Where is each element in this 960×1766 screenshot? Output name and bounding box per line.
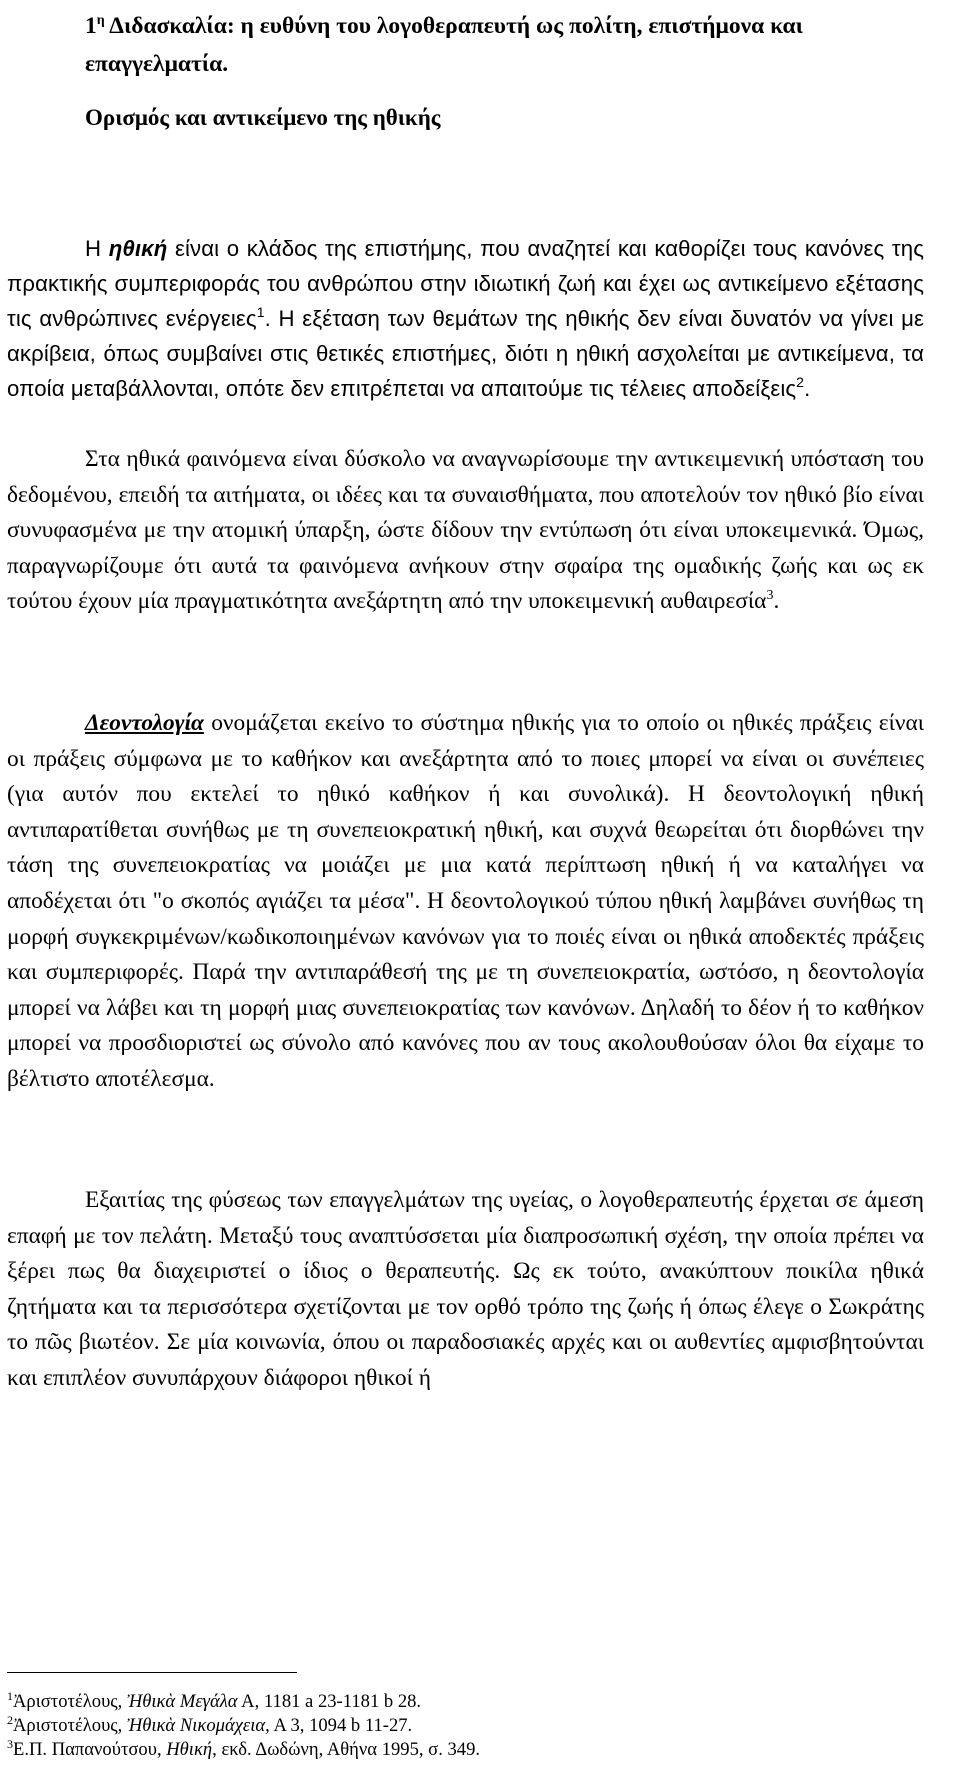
- lesson-heading: [85, 2, 935, 83]
- paragraph-deontology: [7, 706, 924, 1098]
- paragraph-speech-therapist: [7, 1183, 924, 1397]
- footnote-author: Ἀριστοτέλους,: [13, 1715, 127, 1736]
- footnote-ref-2: 2: [796, 374, 805, 390]
- paragraph-text: Στα ηθικά φαινόμενα είναι δύσκολο να αναγνωρίσουμε την αντικειμενική υπόσταση του δεδομένου, επειδή τα αιτήματα, οι ιδέες και τα συναισθήματα, που αποτελούν τον ηθικό βίο είναι συνυφασμένα με την ατομική ύπαρξη, ώστε δίδουν την εντύπωση ότι είναι υποκειμενικά. Όμως, παραγνωρίζουμε ότι αυτά τα φαινόμενα ανήκουν στην σφαίρα της ομαδικής ζωής και ως εκ τούτου έχουν μία πραγματικότητα ανεξάρτητη από την υποκειμενική αυθαιρεσία: [7, 446, 924, 615]
- footnote-number: 2: [7, 1713, 13, 1727]
- footnote-reference: Α, 1181 a 23-1181 b 28.: [237, 1691, 422, 1712]
- footnote-reference: , Α 3, 1094 b 11-27.: [265, 1715, 413, 1736]
- paragraph-text: είναι ο κλάδος της επιστήμης, που αναζητεί και καθορίζει τους κανόνες της πρακτικής συμπεριφοράς του ανθρώπου στην ιδιωτική ζωή και έχει ως αντικείμενο εξέτασης τις ανθρώπινες ενέργειες: [7, 236, 924, 331]
- paragraph-text: .: [804, 376, 811, 401]
- paragraph-ethics-definition: [7, 231, 924, 406]
- footnote-2: [7, 1714, 927, 1738]
- footnote-reference: , εκδ. Δωδώνη, Αθήνα 1995, σ. 349.: [212, 1739, 481, 1760]
- footnote-number: 1: [7, 1689, 13, 1703]
- lesson-title: Διδασκαλία: η ευθύνη του λογοθεραπευτή ως πολίτη, επιστήμονα και επαγγελματία.: [85, 13, 803, 77]
- footnote-1: [7, 1690, 927, 1714]
- footnote-author: Ε.Π. Παπανούτσου,: [13, 1739, 167, 1760]
- footnote-ref-1: 1: [256, 304, 265, 320]
- section-heading: Ορισμός και αντικείμενο της ηθικής: [85, 105, 441, 130]
- paragraph-ethical-phenomena: [7, 442, 924, 620]
- footnote-ref-3: 3: [766, 588, 774, 604]
- paragraph-text: .: [773, 588, 780, 615]
- term-ethics: ηθική: [108, 236, 168, 261]
- footnote-author: Ἀριστοτέλους,: [13, 1691, 127, 1712]
- lesson-number: 1: [85, 13, 97, 39]
- paragraph-text: . Η εξέταση των θεμάτων της ηθικής δεν είναι δυνατόν να γίνει με ακρίβεια, όπως συμβαίνει στις θετικές επιστήμες, διότι η ηθική ασχολείται με αντικείμενα, τα οποία μεταβάλλονται, οπότε δεν επιτρέπεται να απαιτούμε τις τέλειες αποδείξεις: [7, 306, 924, 401]
- footnote-3: [7, 1738, 927, 1762]
- footnote-number: 3: [7, 1737, 13, 1751]
- paragraph-text: ονομάζεται εκείνο το σύστημα ηθικής για το οποίο οι ηθικές πράξεις είναι οι πράξεις σύμφωνα με το καθήκον και ανεξάρτητα από το ποιες μπορεί να είναι οι συνέπειες (για αυτόν που εκτελεί το ηθικό καθήκον ή και συνολικά). Η δεοντολογική ηθική αντιπαρατίθεται συνήθως με τη συνεπειοκρατική ηθική, και συχνά θεωρείται ότι διορθώνει την τάση της συνεπειοκρατίας να μοιάζει με μια κατά περίπτωση ηθική ή να καταλήγει να αποδέχεται ότι "ο σκοπός αγιάζει τα μέσα". Η δεοντολογικού τύπου ηθική λαμβάνει συνήθως τη μορφή συγκεκριμένων/κωδικοποιημένων κανόνων για το ποιές είναι οι ηθικά αποδεκτές πράξεις και συμπεριφορές. Παρά την αντιπαράθεσή της με τη συνεπειοκρατία, ωστόσο, η δεοντολογία μπορεί να λάβει και τη μορφή μιας συνεπειοκρατίας των κανόνων. Δηλαδή το δέον ή το καθήκον μπορεί να προσδιοριστεί ως σύνολο από κανόνες που αν τους ακολουθούσαν όλοι θα είχαμε το βέλτιστο αποτέλεσμα.: [7, 710, 924, 1092]
- lesson-ordinal: η: [96, 13, 105, 28]
- paragraph-text: Εξαιτίας της φύσεως των επαγγελμάτων της υγείας, ο λογοθεραπευτής έρχεται σε άμεση επαφή με τον πελάτη. Μεταξύ τους αναπτύσσεται μία διαπροσωπική σχέση, την οποία πρέπει να ξέρει πως θα διαχειριστεί ο ίδιος ο θεραπευτής. Ως εκ τούτο, ανακύπτουν ποικίλα ηθικά ζητήματα και τα περισσότερα σχετίζονται με τον ορθό τρόπο της ζωής ή όπως έλεγε ο Σωκράτης το πῶς βιωτέον. Σε μία κοινωνία, όπου οι παραδοσιακές αρχές και οι αυθεντίες αμφισβητούνται και επιπλέον συνυπάρχουν διάφοροι ηθικοί ή: [7, 1187, 924, 1391]
- paragraph-text: Η: [85, 236, 109, 261]
- footnote-work: Ἠθικὰ Νικομάχεια: [126, 1715, 266, 1736]
- footnote-work: Ηθική: [166, 1739, 213, 1760]
- footnotes: [7, 1690, 927, 1762]
- footnote-work: Ἠθικὰ Μεγάλα: [126, 1691, 238, 1712]
- footnote-separator: [7, 1672, 297, 1673]
- term-deontology: Δεοντολογία: [85, 710, 204, 736]
